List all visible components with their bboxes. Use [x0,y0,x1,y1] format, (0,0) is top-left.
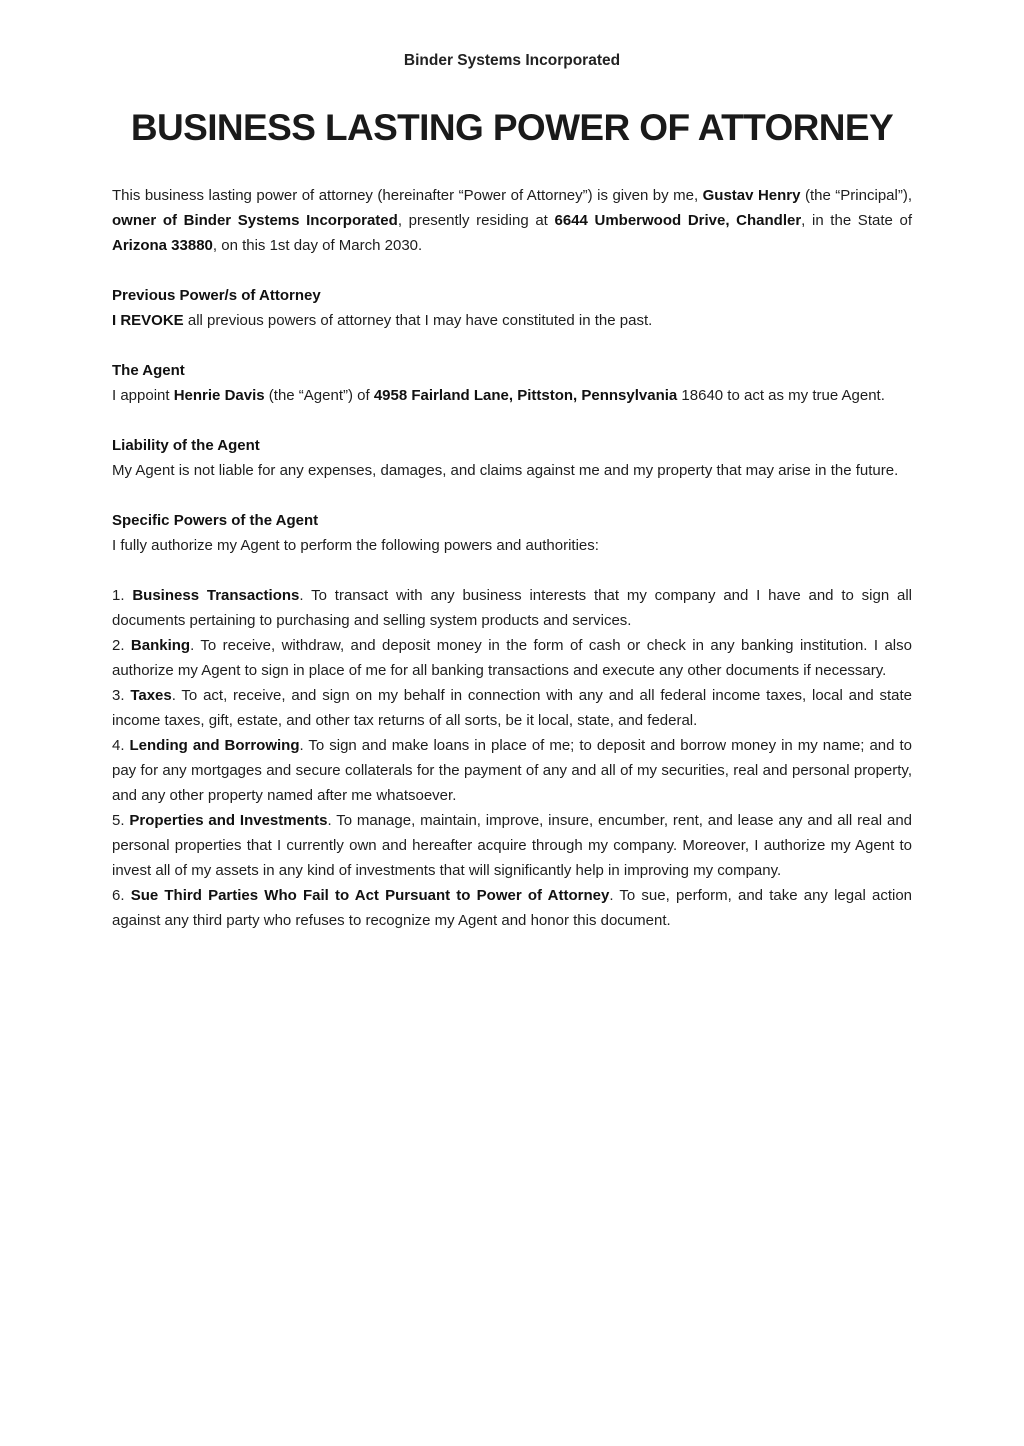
revoke-lead: I REVOKE [112,312,184,329]
intro-paragraph: This business lasting power of attorney (hereinafter “Power of Attorney”) is given by me, Gustav Henry (the “Principal”), owner of Binder Systems Incorporated, presently residing at 6644 Umberwood Drive, Chandler, in the State of Arizona 33880, on this 1st day of March 2030. [112,187,912,254]
principal-name: Gustav Henry [702,187,801,204]
power-item: 4. Lending and Borrowing. To sign and make loans in place of me; to deposit and borrow money in my name; and to pay for any mortgages and secure collaterals for the payment of any and all of my securities, real and personal property, and any other property named after me whatsoever. [112,737,912,804]
power-item: 3. Taxes. To act, receive, and sign on my behalf in connection with any and all federal income taxes, local and state income taxes, gift, estate, and other tax returns of all sorts, be it local, state, and federal. [112,687,912,729]
agent-address: 4958 Fairland Lane, Pittston, Pennsylvania [373,387,678,404]
power-item: 2. Banking. To receive, withdraw, and deposit money in the form of cash or check in any banking institution. I also authorize my Agent to sign in place of me for all banking transactions and execute any other documents if necessary. [112,637,912,679]
principal-role: owner of Binder Systems Incorporated [112,212,398,229]
powers-intro: I fully authorize my Agent to perform the following powers and authorities: [112,537,599,554]
agent-heading: The Agent [112,362,185,379]
agent-paragraph: I appoint Henrie Davis (the “Agent”) of 4958 Fairland Lane, Pittston, Pennsylvania 18640 to act as my true Agent. [112,387,885,404]
liability-paragraph: My Agent is not liable for any expenses, damages, and claims against me and my property that may arise in the future. [112,462,899,479]
previous-heading: Previous Power/s of Attorney [112,287,321,304]
company-name: Binder Systems Incorporated [403,52,621,69]
power-item: 5. Properties and Investments. To manage, maintain, improve, insure, encumber, rent, and lease any and all real and personal properties that I currently own and hereafter acquire through my company. Moreover, I authorize my Agent to invest all of my assets in any kind of investments that will significantly help in improving my company. [112,812,912,879]
principal-state-zip: Arizona 33880 [112,237,213,254]
previous-paragraph: I REVOKE all previous powers of attorney that I may have constituted in the past. [112,312,653,329]
powers-heading: Specific Powers of the Agent [112,512,319,529]
power-item: 6. Sue Third Parties Who Fail to Act Pursuant to Power of Attorney. To sue, perform, and take any legal action against any third party who refuses to recognize my Agent and honor this document. [112,887,912,929]
document-body [112,183,912,933]
liability-heading: Liability of the Agent [112,437,260,454]
agent-name: Henrie Davis [173,387,265,404]
document-title: BUSINESS LASTING POWER OF ATTORNEY [130,107,894,148]
principal-address: 6644 Umberwood Drive, Chandler [554,212,802,229]
power-item: 1. Business Transactions. To transact with any business interests that my company and I have and to sign all documents pertaining to purchasing and selling system products and services. [112,587,913,629]
